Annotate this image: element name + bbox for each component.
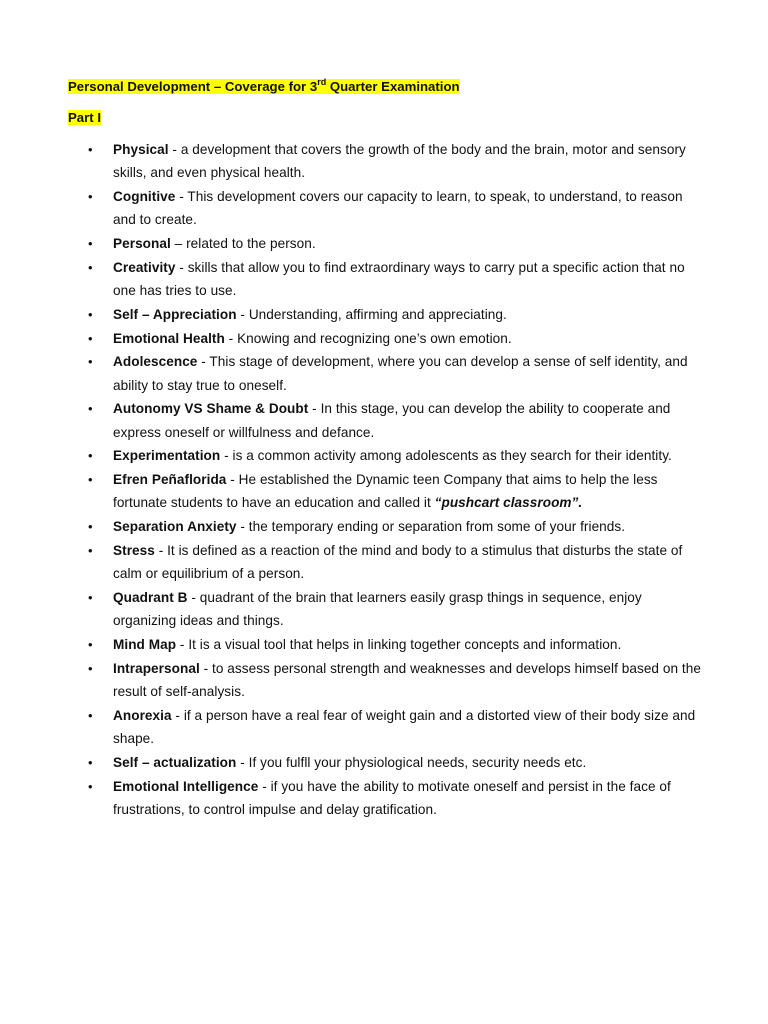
item-definition: if you have the ability to motivate oneself and persist in the face of frustrations, to control impulse and delay gratification. [113, 778, 671, 817]
list-item [0, 657, 768, 703]
item-separator: - [224, 330, 238, 346]
item-separator: - [199, 660, 213, 676]
item-term: Physical [113, 142, 169, 157]
item-term: Adolescence [113, 354, 198, 370]
item-separator: - [236, 306, 249, 322]
item-term: Anorexia [113, 707, 172, 723]
item-term: Stress [113, 542, 155, 558]
list-item [0, 633, 768, 656]
item-term: Experimentation [113, 448, 221, 464]
item-term: Separation Anxiety [113, 519, 237, 535]
item-term: Creativity [113, 259, 176, 275]
list-item [0, 586, 768, 632]
list-item [0, 704, 768, 750]
item-term: Self – Appreciation [113, 306, 237, 322]
list-item [0, 468, 768, 514]
item-term: Emotional Intelligence [113, 778, 259, 794]
bullet-icon: • [88, 142, 93, 157]
item-definition: a development that covers the growth of the body and the brain, motor and sensory skills, and even physical health. [113, 142, 686, 181]
bullet-icon: • [88, 589, 93, 605]
bullet-icon: • [88, 354, 93, 370]
part-heading [68, 109, 101, 126]
list-item [0, 256, 768, 302]
item-term: Emotional Health [113, 330, 225, 346]
item-separator: - [168, 142, 181, 157]
bullet-icon: • [88, 448, 93, 464]
bullet-icon: • [88, 636, 93, 652]
list-item [0, 185, 768, 231]
item-definition: Knowing and recognizing one’s own emotion. [237, 330, 512, 346]
bullet-icon: • [88, 778, 93, 794]
list-item [0, 515, 768, 538]
item-separator: - [154, 542, 168, 558]
item-separator: - [258, 778, 271, 794]
item-definition: This stage of development, where you can develop a sense of self identity, and ability to stay true to oneself. [113, 354, 688, 393]
item-term: Self – actualization [113, 754, 237, 770]
item-definition: Understanding, affirming and appreciating. [248, 306, 507, 322]
item-term: Personal [113, 236, 171, 251]
definition-list [0, 138, 768, 822]
item-emphasis: “pushcart classroom”. [434, 495, 583, 511]
list-item [0, 138, 768, 184]
bullet-icon: • [88, 401, 93, 417]
item-separator: – [170, 236, 187, 251]
item-definition: If you fulfll your physiological needs, security needs etc. [248, 754, 587, 770]
item-separator: - [220, 448, 233, 464]
list-item [0, 303, 768, 326]
item-separator: - [175, 189, 188, 204]
bullet-icon: • [88, 519, 93, 535]
item-term: Autonomy VS Shame & Doubt [113, 401, 309, 417]
bullet-icon: • [88, 707, 93, 723]
item-separator: - [176, 636, 189, 652]
document-title [68, 78, 460, 95]
item-definition: skills that allow you to find extraordinary ways to carry put a specific action that no one has tries to use. [113, 259, 685, 298]
item-definition: In this stage, you can develop the ability to cooperate and express oneself or willfulness and defance. [113, 401, 671, 440]
bullet-icon: • [88, 472, 93, 488]
item-term: Cognitive [113, 189, 176, 204]
bullet-icon: • [88, 542, 93, 558]
item-term: Quadrant B [113, 589, 188, 605]
item-separator: - [308, 401, 321, 417]
item-separator: - [236, 519, 249, 535]
list-item [0, 397, 768, 443]
list-item [0, 232, 768, 255]
bullet-icon: • [88, 189, 93, 204]
item-definition: This development covers our capacity to learn, to speak, to understand, to reason and to create. [113, 189, 683, 228]
item-separator: - [226, 472, 239, 488]
item-definition: He established the Dynamic teen Company that aims to help the less fortunate students to have an education and called it [113, 472, 658, 511]
item-separator: - [236, 754, 249, 770]
item-separator: - [197, 354, 210, 370]
item-separator: - [187, 589, 200, 605]
item-separator: - [171, 707, 184, 723]
title-main: Personal Development – Coverage for 3 [68, 79, 318, 94]
bullet-icon: • [88, 259, 93, 275]
item-definition: It is defined as a reaction of the mind and body to a stimulus that disturbs the state of calm or equilibrium of a person. [113, 542, 683, 582]
list-item [0, 539, 768, 585]
list-item [0, 327, 768, 350]
item-definition: quadrant of the brain that learners easily grasp things in sequence, enjoy organizing ideas and things. [113, 589, 642, 629]
bullet-icon: • [88, 330, 93, 346]
item-separator: - [175, 259, 188, 275]
item-definition: if a person have a real fear of weight gain and a distorted view of their body size and shape. [113, 707, 696, 746]
bullet-icon: • [88, 306, 93, 322]
item-term: Efren Peñaflorida [113, 472, 227, 488]
list-item [0, 751, 768, 774]
item-definition: related to the person. [186, 236, 316, 251]
list-item [0, 350, 768, 396]
item-term: Intrapersonal [113, 660, 200, 676]
item-definition: It is a visual tool that helps in linking together concepts and information. [188, 636, 622, 652]
bullet-icon: • [88, 754, 93, 770]
item-term: Mind Map [113, 636, 177, 652]
part-highlight: Part I [68, 110, 101, 125]
list-item [0, 775, 768, 821]
bullet-icon: • [88, 236, 93, 251]
list-item [0, 444, 768, 467]
item-definition: the temporary ending or separation from some of your friends. [248, 519, 626, 535]
title-tail: Quarter Examination [326, 79, 460, 94]
item-definition: is a common activity among adolescents as they search for their identity. [232, 448, 672, 464]
bullet-icon: • [88, 660, 93, 676]
title-highlight [68, 76, 460, 94]
title-superscript: rd [317, 76, 327, 87]
item-definition: to assess personal strength and weaknesses and develops himself based on the result of self-analysis. [113, 660, 701, 699]
